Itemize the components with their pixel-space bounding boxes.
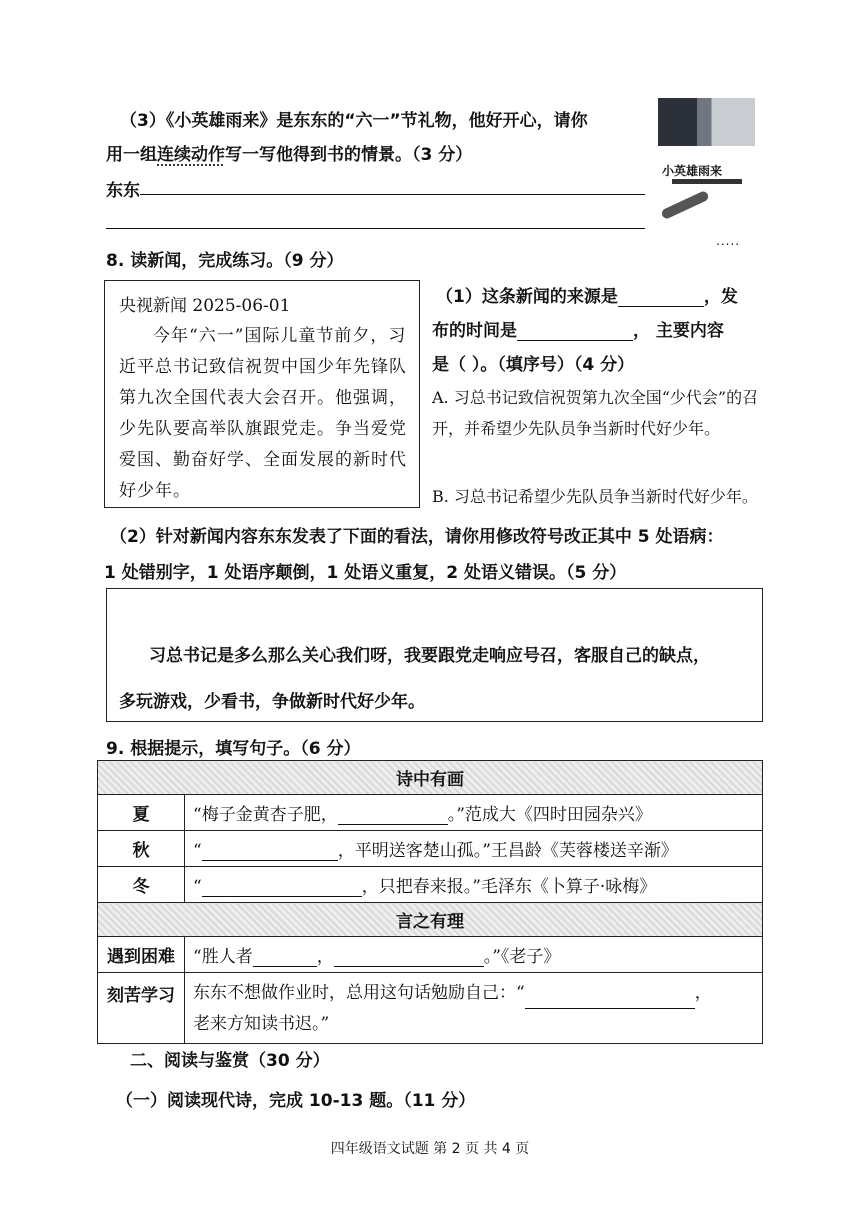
answer-line-2[interactable] <box>106 228 645 229</box>
row-text-post: 。”《老子》 <box>483 947 561 967</box>
row-category: 遇到困难 <box>98 937 185 973</box>
q8-sub2-line2: 1 处错别字，1 处语序颠倒，1 处语义重复，2 处语义错误。（5 分） <box>104 563 627 583</box>
row-text-pre: “ <box>193 841 202 861</box>
table-row <box>98 831 763 867</box>
part2-sub-heading: （一）阅读现代诗，完成 10-13 题。（11 分） <box>116 1091 476 1111</box>
row-text-post: 。”范成大《四时田园杂兴》 <box>447 805 652 825</box>
q8-sub1-line2 <box>432 316 724 341</box>
row-category: 冬 <box>98 867 185 903</box>
book-cover-image <box>658 98 755 146</box>
row-text-mid: ， <box>316 947 334 967</box>
q8-sub2-line1: （2）针对新闻内容东东发表了下面的看法，请你用修改符号改正其中 5 处语病： <box>110 527 724 547</box>
answer-line-1[interactable] <box>140 194 645 195</box>
table-row <box>98 973 763 1044</box>
q9-heading: 9. 根据提示，填写句子。（6 分） <box>106 739 361 759</box>
poem-table <box>97 760 763 1044</box>
row-text-pre: “胜人者 <box>193 947 253 967</box>
row-content <box>185 831 763 867</box>
q8-sub1-line1-post: ，发 <box>703 287 738 307</box>
difficulty-blank-2[interactable] <box>334 966 484 967</box>
autumn-blank[interactable] <box>202 860 338 861</box>
source-blank[interactable] <box>618 306 704 307</box>
q8-heading: 8. 读新闻，完成练习。（9 分） <box>106 251 344 271</box>
opinion-box <box>106 588 763 722</box>
news-body: 今年“六一”国际儿童节前夕，习近平总书记致信祝贺中国少年先锋队第九次全国代表大会召开。他强调，少先队要高举队旗跟党走。争当爱党爱国、勤奋好学、全面发展的新时代好少年。 <box>119 326 407 501</box>
row-text-pre: 东东不想做作业时，总用这句话勉励自己：“ <box>193 983 525 1003</box>
row-content <box>185 937 763 973</box>
q7-3-answer-prefix: 东东 <box>106 181 140 201</box>
row-text-post: ，只把春来报。”毛泽东《卜算子·咏梅》 <box>361 877 657 897</box>
table-row <box>98 795 763 831</box>
q8-sub1-line3: 是（ ）。（填序号）（4 分） <box>432 355 635 375</box>
row-content <box>185 795 763 831</box>
q8-sub1-line2-post: ， 主要内容 <box>633 321 724 341</box>
table-section-header-row <box>98 903 763 937</box>
q8-option-a: A. 习总书记致信祝贺第九次全国“少代会”的召开，并希望少先队员争当新时代好少年。 <box>432 388 759 438</box>
row-text-post: ，平明送客楚山孤。”王昌龄《芙蓉楼送辛渐》 <box>337 841 678 861</box>
row-text-pre: “梅子金黄杏子肥， <box>193 805 338 825</box>
book-cover-title: 小英雄雨来 <box>662 164 723 178</box>
opinion-line2: 多玩游戏，少看书，争做新时代好少年。 <box>119 692 425 712</box>
study-blank[interactable] <box>525 1008 695 1009</box>
section-title-poetry: 诗中有画 <box>98 761 763 795</box>
opinion-line1: 习总书记是多么那么关心我们呀，我要跟党走响应号召，客服自己的缺点， <box>149 646 710 666</box>
row-content <box>185 867 763 903</box>
section-title-reason: 言之有理 <box>98 903 763 937</box>
difficulty-blank-1[interactable] <box>253 966 317 967</box>
table-row <box>98 937 763 973</box>
book-dots: ..... <box>716 234 741 248</box>
book-cover-bar <box>672 179 742 184</box>
row-text-line2: 老来方知读书迟。” <box>193 1014 330 1034</box>
part2-heading: 二、阅读与鉴赏（30 分） <box>130 1051 330 1071</box>
q8-sub1-line2-pre: 布的时间是 <box>432 321 517 341</box>
table-section-header-row <box>98 761 763 795</box>
row-text-pre: “ <box>193 877 202 897</box>
q8-sub1-line1-pre: （1）这条新闻的来源是 <box>436 287 618 307</box>
row-text-post: ， <box>694 983 712 1003</box>
page-footer: 四年级语文试题 第 2 页 共 4 页 <box>330 1141 530 1157</box>
q7-3-line2 <box>106 140 472 165</box>
q8-sub1-line1 <box>436 282 738 307</box>
table-row <box>98 867 763 903</box>
brush-illustration <box>660 190 710 220</box>
winter-blank[interactable] <box>202 896 362 897</box>
q7-3-line2-pre: 用一组 <box>106 145 157 165</box>
row-content <box>185 973 763 1044</box>
q7-3-dotted-emphasis: 连续动作 <box>157 145 225 165</box>
summer-blank[interactable] <box>338 824 448 825</box>
q7-3-line2-post: 写一写他得到书的情景。（3 分） <box>225 145 473 165</box>
news-box <box>104 280 420 508</box>
q8-option-b: B. 习总书记希望少先队员争当新时代好少年。 <box>432 487 758 506</box>
time-blank[interactable] <box>517 340 633 341</box>
row-category: 刻苦学习 <box>98 973 185 1044</box>
q7-3-line1: （3）《小英雄雨来》是东东的“六一”节礼物，他好开心，请你 <box>120 111 588 131</box>
row-category: 秋 <box>98 831 185 867</box>
row-category: 夏 <box>98 795 185 831</box>
news-source-line: 央视新闻 2025-06-01 <box>119 296 291 316</box>
